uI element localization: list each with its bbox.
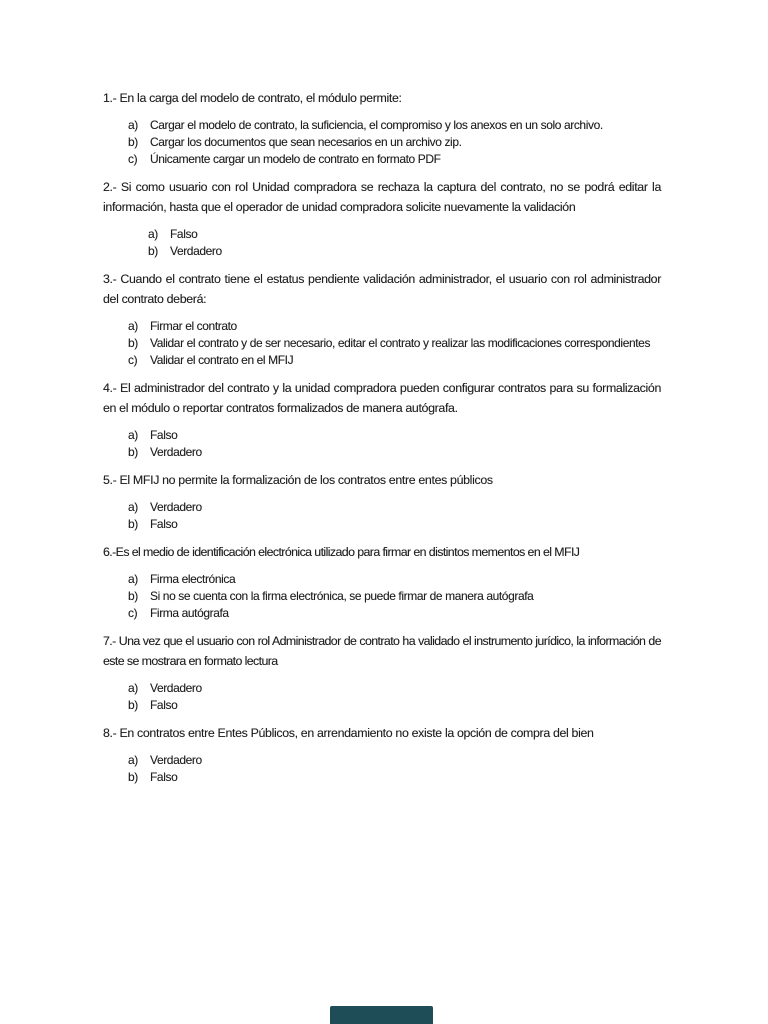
question-5-option-a (128, 499, 661, 516)
option-text: Falso (150, 698, 178, 712)
option-marker: b) (128, 445, 138, 459)
option-marker: b) (128, 589, 138, 603)
option-marker: b) (128, 135, 138, 149)
question-2-option-a (148, 226, 661, 243)
page-indicator-bar[interactable] (330, 1006, 433, 1024)
option-marker: a) (128, 118, 138, 132)
question-3-options (128, 318, 661, 369)
option-text: Verdadero (150, 445, 202, 459)
question-4-option-a (128, 427, 661, 444)
question-2 (103, 177, 661, 260)
question-4 (103, 378, 661, 461)
question-6-options (128, 571, 661, 622)
question-4-title: 4.- El administrador del contrato y la unidad compradora pueden configurar contratos para su formalización en el módulo o reportar contratos formalizados de manera autógrafa. (103, 381, 661, 415)
quiz-content (103, 88, 661, 795)
question-2-option-b (148, 243, 661, 260)
option-marker: a) (128, 753, 138, 767)
question-5-options (128, 499, 661, 533)
question-4-option-b (128, 444, 661, 461)
option-marker: b) (128, 517, 138, 531)
question-6-option-a (128, 571, 661, 588)
option-marker: c) (128, 353, 138, 367)
question-1-options (128, 117, 661, 168)
question-7-options (128, 680, 661, 714)
option-text: Si no se cuenta con la firma electrónica, se puede firmar de manera autógrafa (150, 589, 534, 603)
option-text: Falso (150, 428, 178, 442)
option-marker: a) (128, 500, 138, 514)
question-1-option-c (128, 151, 661, 168)
question-8-option-a (128, 752, 661, 769)
question-1-title: 1.- En la carga del modelo de contrato, el módulo permite: (103, 91, 402, 105)
question-4-options (128, 427, 661, 461)
question-5-option-b (128, 516, 661, 533)
question-2-title: 2.- Si como usuario con rol Unidad compradora se rechaza la captura del contrato, no se podrá editar la información, hasta que el operador de unidad compradora solicite nuevamente la validación (103, 180, 661, 214)
option-text: Verdadero (150, 753, 202, 767)
option-text: Falso (170, 227, 198, 241)
option-marker: a) (128, 319, 138, 333)
option-text: Cargar el modelo de contrato, la suficiencia, el compromiso y los anexos en un solo archivo. (150, 118, 603, 132)
question-7-title: 7.- Una vez que el usuario con rol Administrador de contrato ha validado el instrumento jurídico, la información de este se mostrara en formato lectura (103, 634, 661, 668)
option-text: Verdadero (170, 244, 222, 258)
option-marker: b) (128, 770, 138, 784)
option-text: Cargar los documentos que sean necesarios en un archivo zip. (150, 135, 462, 149)
option-marker: a) (128, 572, 138, 586)
option-marker: c) (128, 606, 138, 620)
question-1-option-b (128, 134, 661, 151)
question-7 (103, 631, 661, 714)
question-3 (103, 269, 661, 369)
option-text: Verdadero (150, 500, 202, 514)
question-3-option-b (128, 335, 661, 352)
question-3-option-c (128, 352, 661, 369)
question-6-option-b (128, 588, 661, 605)
option-text: Firmar el contrato (150, 319, 237, 333)
question-3-title: 3.- Cuando el contrato tiene el estatus pendiente validación administrador, el usuario con rol administrador del contrato deberá: (103, 272, 661, 306)
option-text: Validar el contrato en el MFIJ (150, 353, 294, 367)
option-text: Falso (150, 517, 178, 531)
option-marker: b) (148, 244, 158, 258)
option-text: Falso (150, 770, 178, 784)
question-8-options (128, 752, 661, 786)
option-text: Verdadero (150, 681, 202, 695)
option-text: Firma autógrafa (150, 606, 229, 620)
question-7-option-a (128, 680, 661, 697)
question-8-title: 8.- En contratos entre Entes Públicos, en arrendamiento no existe la opción de compra del bien (103, 726, 594, 740)
question-1 (103, 88, 661, 168)
option-marker: a) (128, 681, 138, 695)
question-6 (103, 542, 661, 622)
question-6-title: 6.-Es el medio de identificación electrónica utilizado para firmar en distintos mementos en el MFIJ (103, 545, 580, 559)
question-8 (103, 723, 661, 786)
question-7-option-b (128, 697, 661, 714)
option-text: Firma electrónica (150, 572, 236, 586)
question-8-option-b (128, 769, 661, 786)
option-marker: c) (128, 152, 138, 166)
option-text: Validar el contrato y de ser necesario, editar el contrato y realizar las modificaciones correspondientes (150, 336, 651, 350)
option-marker: a) (148, 227, 158, 241)
question-5 (103, 470, 661, 533)
question-6-option-c (128, 605, 661, 622)
question-3-option-a (128, 318, 661, 335)
question-2-options (148, 226, 661, 260)
option-marker: b) (128, 698, 138, 712)
question-5-title: 5.- El MFIJ no permite la formalización de los contratos entre entes públicos (103, 473, 493, 487)
option-text: Únicamente cargar un modelo de contrato en formato PDF (150, 152, 441, 166)
option-marker: a) (128, 428, 138, 442)
question-1-option-a (128, 117, 661, 134)
option-marker: b) (128, 336, 138, 350)
